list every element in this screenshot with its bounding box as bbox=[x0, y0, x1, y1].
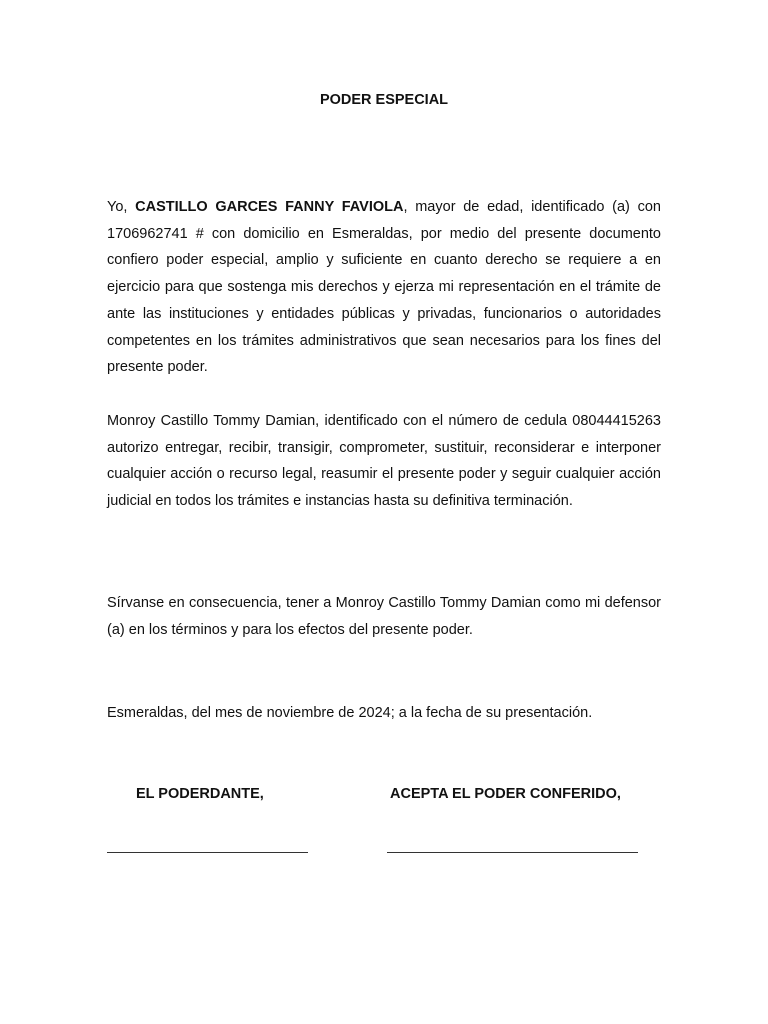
paragraph-prefix: Yo, bbox=[107, 199, 136, 215]
paragraph-attorney-authority: Monroy Castillo Tommy Damian, identificado con el número de cedula 08044415263 autorizo entregar, recibir, transigir, comprometer, sustituir, reconsiderar e interponer cualquier acción o recurso legal, reasumir el presente poder y seguir cualquier acción judicial en todos los trámites e instancias hasta su definitiva terminación. bbox=[107, 413, 661, 510]
attorney-signature-line bbox=[387, 852, 638, 853]
paragraph-grant-of-power bbox=[107, 194, 661, 381]
paragraph-place-date: Esmeraldas, del mes de noviembre de 2024; a la fecha de su presentación. bbox=[107, 705, 593, 721]
paragraph-consequence: Sírvanse en consecuencia, tener a Monroy Castillo Tommy Damian como mi defensor (a) en los términos y para los efectos del presente poder. bbox=[107, 595, 661, 638]
grantor-signature-label: EL PODERDANTE, bbox=[136, 786, 264, 802]
grantor-name: CASTILLO GARCES FANNY FAVIOLA bbox=[135, 199, 404, 215]
attorney-signature-label: ACEPTA EL PODER CONFERIDO, bbox=[390, 786, 621, 802]
document-title: PODER ESPECIAL bbox=[319, 92, 449, 108]
grantor-signature-line bbox=[107, 852, 308, 853]
paragraph-body: , mayor de edad, identificado (a) con 1706962741 # con domicilio en Esmeraldas, por medio del presente documento confiero poder especial, amplio y suficiente en cuanto derecho se requiere a en ejercicio para que sostenga mis derechos y ejerza mi representación en el trámite de ante las instituciones y entidades públicas y privadas, funcionarios o autoridades competentes en los trámites administrativos que sean necesarios para los fines del presente poder. bbox=[107, 199, 661, 376]
